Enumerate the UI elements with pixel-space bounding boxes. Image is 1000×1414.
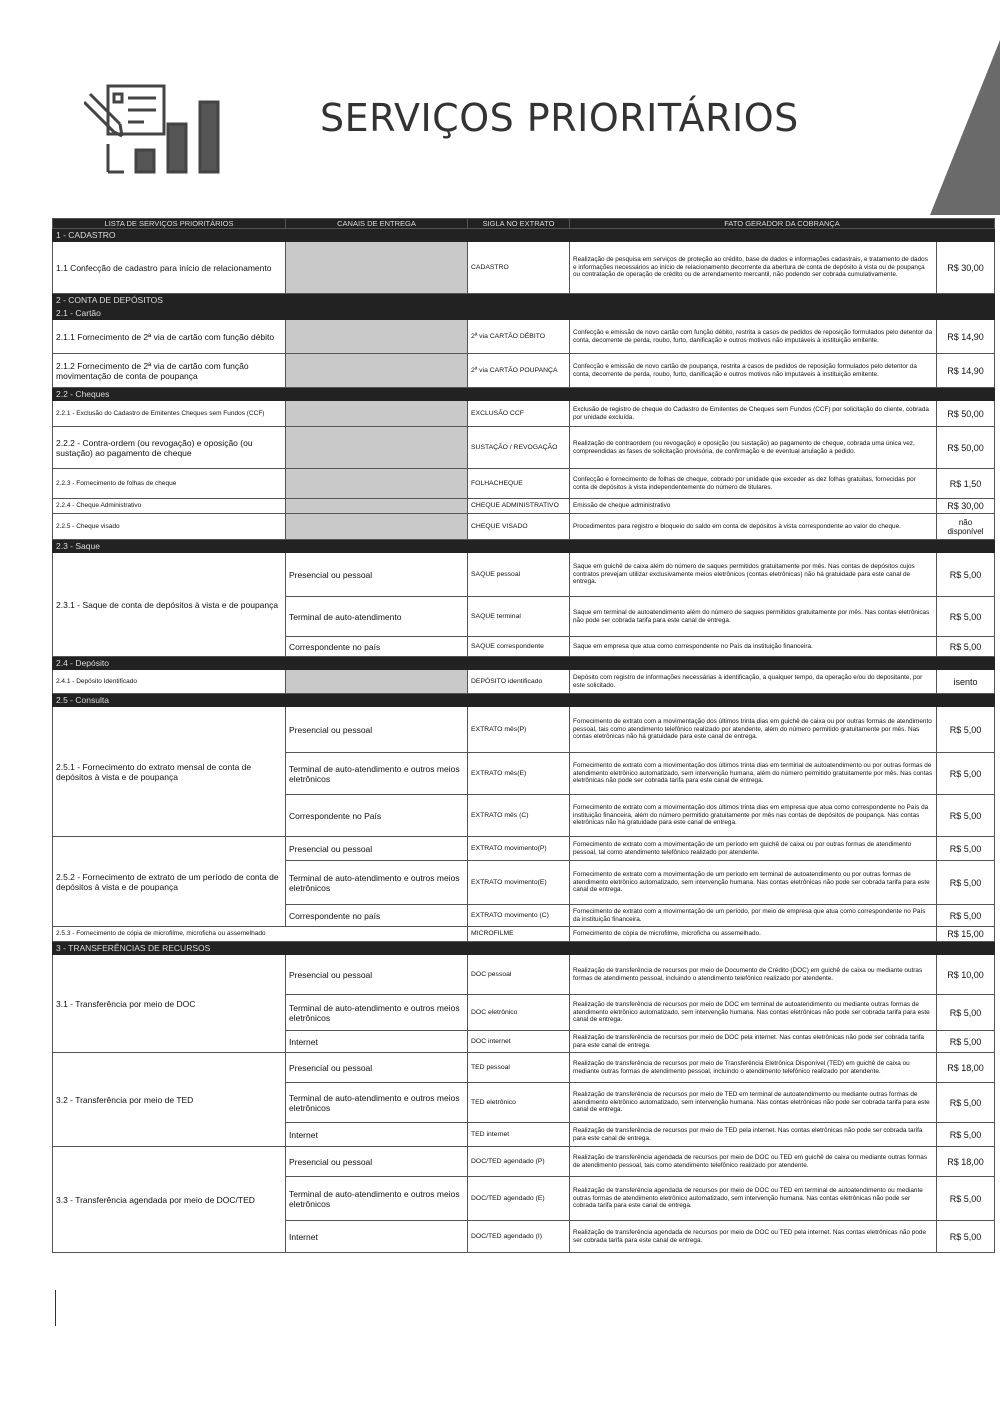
- value-cell: R$ 18,00: [937, 1053, 995, 1083]
- service-name: 2.1.2 Fornecimento de 2ª via de cartão com função movimentação de conta de poupança: [53, 354, 286, 388]
- service-name: 2.1.1 Fornecimento de 2ª via de cartão com função débito: [53, 320, 286, 354]
- sigla-cell: EXTRATO movimento (C): [468, 905, 570, 927]
- service-name: 2.5.3 - Fornecimento de cópia de microfilme, microficha ou assemelhado: [53, 927, 468, 942]
- fato-cell: Realização de transferência de recursos por meio de Documento de Crédito (DOC) em guichê de caixa ou mediante outras formas de atendimento pessoal, incluindo o atendimento telefônico realizado por atendente.: [570, 955, 937, 995]
- sigla-cell: SUSTAÇÃO / REVOGAÇÃO: [468, 427, 570, 469]
- footer-line: [55, 1290, 56, 1326]
- channel-cell: Presencial ou pessoal: [286, 707, 468, 753]
- channel-cell: Terminal de auto-atendimento e outros meios eletrônicos: [286, 753, 468, 795]
- service-name: 2.2.2 - Contra-ordem (ou revogação) e oposição (ou sustação) ao pagamento de cheque: [53, 427, 286, 469]
- header-fato: FATO GERADOR DA COBRANÇA: [570, 219, 995, 229]
- sigla-cell: DOC/TED agendado (E): [468, 1177, 570, 1221]
- fato-cell: Fornecimento de extrato com a movimentação dos últimos trinta dias em terminal de autoatendimento ou por outras formas de atendimento eletrônico automatizado, sem intervenção humana, além do número permitido gratuitamente por mês. Nas contas eletrônicas não pode ser cobrada tarifa para este canal de entrega.: [570, 753, 937, 795]
- section-row: [53, 229, 995, 242]
- value-cell: R$ 5,00: [937, 1083, 995, 1123]
- section-transferencias: 3 - TRANSFERÊNCIAS DE RECURSOS: [53, 942, 995, 955]
- value-cell: R$ 5,00: [937, 1123, 995, 1147]
- sigla-cell: EXTRATO movimento(P): [468, 837, 570, 861]
- fato-cell: Fornecimento de cópia de microfilme, microficha ou assemelhado.: [570, 927, 937, 942]
- value-cell: R$ 10,00: [937, 955, 995, 995]
- sigla-cell: FOLHACHEQUE: [468, 469, 570, 499]
- section-row: [53, 942, 995, 955]
- sigla-cell: TED eletrônico: [468, 1083, 570, 1123]
- value-cell: R$ 5,00: [937, 637, 995, 657]
- sigla-cell: DOC pessoal: [468, 955, 570, 995]
- value-cell: R$ 18,00: [937, 1147, 995, 1177]
- value-cell: R$ 5,00: [937, 553, 995, 597]
- value-cell: R$ 5,00: [937, 995, 995, 1031]
- channel-cell: [286, 320, 468, 354]
- channel-cell: [286, 427, 468, 469]
- channel-cell: Presencial ou pessoal: [286, 955, 468, 995]
- value-cell: R$ 5,00: [937, 1177, 995, 1221]
- fato-cell: Saque em terminal de autoatendimento além do número de saques permitidos gratuitamente por mês. Nas contas eletrônicas não pode ser cobrada tarifa para este canal de entrega.: [570, 597, 937, 637]
- value-cell: R$ 5,00: [937, 597, 995, 637]
- service-name: 2.2.3 - Fornecimento de folhas de cheque: [53, 469, 286, 499]
- value-cell: R$ 5,00: [937, 861, 995, 905]
- table-row: [53, 499, 995, 514]
- fato-cell: Realização de transferência de recursos por meio de TED em terminal de autoatendimento ou mediante outras formas de atendimento eletrônico automatizado, sem intervenção humana. Nas contas eletrônicas não pode ser cobrada tarifa para este canal de entrega.: [570, 1083, 937, 1123]
- channel-cell: Correspondente no país: [286, 905, 468, 927]
- value-cell: R$ 15,00: [937, 927, 995, 942]
- sigla-cell: MICROFILME: [468, 927, 570, 942]
- header-servicos: LISTA DE SERVIÇOS PRIORITÁRIOS: [53, 219, 286, 229]
- channel-cell: Terminal de auto-atendimento: [286, 597, 468, 637]
- service-name: 2.5.1 - Fornecimento do extrato mensal de conta de depósitos à vista e de poupança: [53, 707, 286, 837]
- section-row: [53, 694, 995, 707]
- table-row: [53, 354, 995, 388]
- sigla-cell: DOC internet: [468, 1031, 570, 1053]
- table-row: [53, 1147, 995, 1177]
- channel-cell: [286, 670, 468, 694]
- section-row: [53, 294, 995, 307]
- document-chart-icon: [84, 84, 224, 176]
- sigla-cell: DOC/TED agendado (P): [468, 1147, 570, 1177]
- sigla-cell: DOC eletrônico: [468, 995, 570, 1031]
- table-row: [53, 553, 995, 597]
- fato-cell: Fornecimento de extrato com a movimentação dos últimos trinta dias em guichê de caixa ou por outras formas de atendimento pessoal, tais como atendimento telefônico realizado por atendente, além do número permitido gratuitamente por mês. Nas contas eletrônicas não há gratuidade para este canal de entrega.: [570, 707, 937, 753]
- fato-cell: Exclusão de registro de cheque do Cadastro de Emitentes de Cheques sem Fundos (CCF) por solicitação do cliente, cobrada por unidade excluída.: [570, 401, 937, 427]
- sigla-cell: EXCLUSÃO CCF: [468, 401, 570, 427]
- fato-cell: Saque em guichê de caixa além do número de saques permitidos gratuitamente por mês. Nas contas de depósitos cujos contratos prevejam utilizar exclusivamente meios eletrônicos (contas eletrônicas) não há gratuidade para este canal de entrega.: [570, 553, 937, 597]
- fato-cell: Saque em empresa que atua como correspondente no País da instituição financeira.: [570, 637, 937, 657]
- channel-cell: Terminal de auto-atendimento e outros meios eletrônicos: [286, 861, 468, 905]
- channel-cell: [286, 499, 468, 514]
- header-sigla: SIGLA NO EXTRATO: [468, 219, 570, 229]
- section-cartao: 2.1 - Cartão: [53, 307, 995, 320]
- table-row: [53, 320, 995, 354]
- fato-cell: Realização de pesquisa em serviços de proteção ao crédito, base de dados e informações cadastrais, e tratamento de dados e informações necessários ao início de relacionamento decorrente da abertura de conta de depósito à vista ou de poupança ou contratação de operação de crédito ou de arrendamento mercantil, não podendo ser cobrada cumulativamente.: [570, 242, 937, 294]
- channel-cell: Presencial ou pessoal: [286, 1053, 468, 1083]
- sigla-cell: TED internet: [468, 1123, 570, 1147]
- table-header-row: [53, 219, 995, 229]
- sigla-cell: DOC/TED agendado (I): [468, 1221, 570, 1253]
- services-table-wrapper: [52, 218, 994, 1253]
- table-row: [53, 427, 995, 469]
- services-table: [52, 218, 995, 1253]
- fato-cell: Realização de transferência agendada de recursos por meio de DOC ou TED em terminal de autoatendimento ou mediante outras formas de atendimento eletrônico automatizado, sem intervenção humana. Nas contas eletrônicas não pode ser cobrada tarifa para este canal de entrega.: [570, 1177, 937, 1221]
- section-conta-depositos: 2 - CONTA DE DEPÓSITOS: [53, 294, 995, 307]
- channel-cell: [286, 514, 468, 540]
- table-row: [53, 837, 995, 861]
- value-cell: R$ 50,00: [937, 401, 995, 427]
- service-name: 2.2.1 - Exclusão do Cadastro de Emitentes Cheques sem Fundos (CCF): [53, 401, 286, 427]
- fato-cell: Emissão de cheque administrativo: [570, 499, 937, 514]
- value-cell: R$ 50,00: [937, 427, 995, 469]
- channel-cell: Presencial ou pessoal: [286, 1147, 468, 1177]
- sigla-cell: EXTRATO mês (C): [468, 795, 570, 837]
- channel-cell: [286, 354, 468, 388]
- fato-cell: Realização de contraordem (ou revogação) e oposição (ou sustação) ao pagamento de cheque, cobrada uma única vez, compreendidas as fases de solicitação provisória, de confirmação e de eventual anulação a pedido.: [570, 427, 937, 469]
- service-name: 2.2.5 - Cheque visado: [53, 514, 286, 540]
- sigla-cell: EXTRATO movimento(E): [468, 861, 570, 905]
- sigla-cell: CHEQUE ADMINISTRATIVO: [468, 499, 570, 514]
- sigla-cell: SAQUE terminal: [468, 597, 570, 637]
- table-row: [53, 955, 995, 995]
- value-cell: R$ 5,00: [937, 905, 995, 927]
- sigla-cell: EXTRATO mês(P): [468, 707, 570, 753]
- value-cell: R$ 5,00: [937, 837, 995, 861]
- section-row: [53, 388, 995, 401]
- sigla-cell: 2ª via CARTÃO DÉBITO: [468, 320, 570, 354]
- fato-cell: Realização de transferência agendada de recursos por meio de DOC ou TED em guichê de caixa ou mediante outras formas de atendimento pessoal, tais como atendimento telefônico realizado por atendente.: [570, 1147, 937, 1177]
- section-cheques: 2.2 - Cheques: [53, 388, 995, 401]
- corner-decoration: [930, 40, 1000, 215]
- fato-cell: Fornecimento de extrato com a movimentação de um período em guichê de caixa ou por outras formas de atendimento pessoal, tal como atendimento telefônico realizado por atendente.: [570, 837, 937, 861]
- page-title: SERVIÇOS PRIORITÁRIOS: [320, 96, 799, 140]
- fato-cell: Fornecimento de extrato com a movimentação de um período, por meio de empresa que atua como correspondente no País da instituição financeira.: [570, 905, 937, 927]
- channel-cell: Correspondente no País: [286, 795, 468, 837]
- service-name: 2.2.4 - Cheque Administrativo: [53, 499, 286, 514]
- section-deposito: 2.4 - Depósito: [53, 657, 995, 670]
- channel-cell: [286, 242, 468, 294]
- service-name: 3.2 - Transferência por meio de TED: [53, 1053, 286, 1147]
- section-row: [53, 657, 995, 670]
- sigla-cell: CADASTRO: [468, 242, 570, 294]
- table-row: [53, 1053, 995, 1083]
- service-name: 3.1 - Transferência por meio de DOC: [53, 955, 286, 1053]
- value-cell: R$ 5,00: [937, 1221, 995, 1253]
- fato-cell: Fornecimento de extrato com a movimentação dos últimos trinta dias em empresa que atua como correspondente no País da instituição financeira, além do número permitido gratuitamente por mês nas contas de depósitos de poupança. Nas contas eletrônicas não há gratuidade para este canal de entrega.: [570, 795, 937, 837]
- table-row: [53, 927, 995, 942]
- fato-cell: Realização de transferência agendada de recursos por meio de DOC ou TED pela internet. Nas contas eletrônicas não pode ser cobrada tarifa para este canal de entrega.: [570, 1221, 937, 1253]
- fato-cell: Confecção e fornecimento de folhas de cheque, cobrado por unidade que exceder as dez folhas gratuitas, fornecidas por conta de depósitos à vista independentemente do número de titulares.: [570, 469, 937, 499]
- section-row: [53, 540, 995, 553]
- service-name: 2.4.1 - Depósito Identificado: [53, 670, 286, 694]
- channel-cell: Terminal de auto-atendimento e outros meios eletrônicos: [286, 1083, 468, 1123]
- channel-cell: Internet: [286, 1123, 468, 1147]
- channel-cell: Presencial ou pessoal: [286, 553, 468, 597]
- sigla-cell: TED pessoal: [468, 1053, 570, 1083]
- channel-cell: Terminal de auto-atendimento e outros meios eletrônicos: [286, 995, 468, 1031]
- value-cell: R$ 5,00: [937, 795, 995, 837]
- fato-cell: Realização de transferência de recursos por meio de DOC pela internet. Nas contas eletrônicas não pode ser cobrada tarifa para este canal de entrega.: [570, 1031, 937, 1053]
- section-cadastro: 1 - CADASTRO: [53, 229, 995, 242]
- channel-cell: Correspondente no país: [286, 637, 468, 657]
- value-cell: R$ 14,90: [937, 354, 995, 388]
- value-cell: R$ 5,00: [937, 1031, 995, 1053]
- section-consulta: 2.5 - Consulta: [53, 694, 995, 707]
- fato-cell: Realização de transferência de recursos por meio de TED pela internet. Nas contas eletrônicas não pode ser cobrada tarifa para este canal de entrega.: [570, 1123, 937, 1147]
- channel-cell: [286, 469, 468, 499]
- value-cell: R$ 14,90: [937, 320, 995, 354]
- service-name: 2.3.1 - Saque de conta de depósitos à vista e de poupança: [53, 553, 286, 657]
- table-row: [53, 242, 995, 294]
- value-cell: R$ 5,00: [937, 753, 995, 795]
- value-cell: não disponível: [937, 514, 995, 540]
- service-name: 1.1 Confecção de cadastro para início de relacionamento: [53, 242, 286, 294]
- sigla-cell: DEPÓSITO identificado: [468, 670, 570, 694]
- channel-cell: Presencial ou pessoal: [286, 837, 468, 861]
- value-cell: R$ 30,00: [937, 499, 995, 514]
- table-row: [53, 401, 995, 427]
- fato-cell: Confecção e emissão de novo cartão com função débito, restrita a casos de pedidos de reposição formulados pelo detentor da conta, decorrente de perda, roubo, furto, danificação e outros motivos não imputáveis à instituição emitente.: [570, 320, 937, 354]
- fato-cell: Confecção e emissão de novo cartão de poupança, restrita a casos de pedidos de reposição formulados pelo detentor da conta, decorrente de perda, roubo, furto, danificação e outros motivos não imputáveis à instituição emitente.: [570, 354, 937, 388]
- fato-cell: Realização de transferência de recursos por meio de DOC em terminal de autoatendimento ou mediante outras formas de atendimento eletrônico automatizado, sem intervenção humana. Nas contas eletrônicas não pode ser cobrada tarifa para este canal de entrega.: [570, 995, 937, 1031]
- fato-cell: Procedimentos para registro e bloqueio do saldo em conta de depósitos à vista correspondente ao valor do cheque.: [570, 514, 937, 540]
- channel-cell: Internet: [286, 1221, 468, 1253]
- channel-cell: Terminal de auto-atendimento e outros meios eletrônicos: [286, 1177, 468, 1221]
- channel-cell: [286, 401, 468, 427]
- section-row: [53, 307, 995, 320]
- table-row: [53, 670, 995, 694]
- sigla-cell: CHEQUE VISADO: [468, 514, 570, 540]
- sigla-cell: SAQUE pessoal: [468, 553, 570, 597]
- sigla-cell: 2ª via CARTÃO POUPANÇA: [468, 354, 570, 388]
- fato-cell: Fornecimento de extrato com a movimentação de um período em terminal de autoatendimento ou por outras formas de atendimento eletrônico automatizado, sem intervenção humana. Nas contas eletrônicas não pode ser cobrada tarifa para este canal de entrega.: [570, 861, 937, 905]
- channel-cell: Internet: [286, 1031, 468, 1053]
- table-row: [53, 514, 995, 540]
- value-cell: isento: [937, 670, 995, 694]
- header-canais: CANAIS DE ENTREGA: [286, 219, 468, 229]
- sigla-cell: EXTRATO mês(E): [468, 753, 570, 795]
- value-cell: R$ 1,50: [937, 469, 995, 499]
- table-row: [53, 707, 995, 753]
- section-saque: 2.3 - Saque: [53, 540, 995, 553]
- table-row: [53, 469, 995, 499]
- fato-cell: Depósito com registro de informações necessárias à identificação, a qualquer tempo, da operação e/ou do depositante, por este solicitado.: [570, 670, 937, 694]
- fato-cell: Realização de transferência de recursos por meio de Transferência Eletrônica Disponível (TED) em guichê de caixa ou mediante outras formas de atendimento pessoal, incluindo o atendimento telefônico realizado por atendente.: [570, 1053, 937, 1083]
- service-name: 3.3 - Transferência agendada por meio de DOC/TED: [53, 1147, 286, 1253]
- value-cell: R$ 5,00: [937, 707, 995, 753]
- value-cell: R$ 30,00: [937, 242, 995, 294]
- sigla-cell: SAQUE correspondente: [468, 637, 570, 657]
- service-name: 2.5.2 - Fornecimento de extrato de um período de conta de depósitos à vista e de poupança: [53, 837, 286, 927]
